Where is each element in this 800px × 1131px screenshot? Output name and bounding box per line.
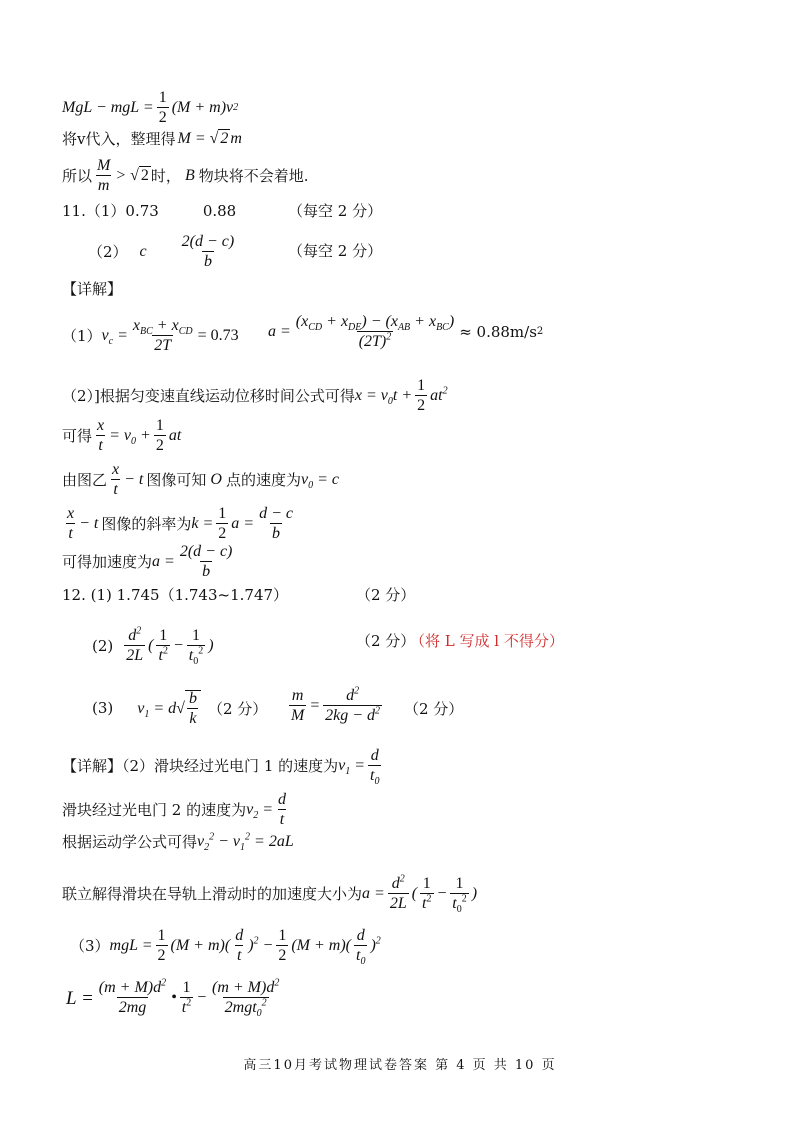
text-segment: 将v代入，整理得 bbox=[62, 129, 176, 148]
text-segment: (3) bbox=[92, 699, 114, 717]
equation-energy-q12: （3） mgL = $\frac{1}{2}$ (M + m)( $\frac{d}{t}$ )$^2$ − $\frac{1}{2}$ (M + m)( $\frac{d}{t_0}$ )$^2$ bbox=[70, 927, 381, 968]
text-segment: 所以 bbox=[62, 166, 93, 185]
text-derived: 可得 $\frac{x}{t}$ = $v_0$ + $\frac{1}{2}$ at bbox=[62, 417, 182, 454]
equation-velocity: （1） $v_c$ = $\frac{x_{BC} + x_{CD}}{2T}$ = 0.73 bbox=[62, 317, 239, 354]
score-note: （2 分） bbox=[356, 586, 416, 604]
q12-part3: (3) $v_1 = d√$ $\frac{b}{k}$ bbox=[92, 690, 204, 727]
text-segment: = 0.73 bbox=[197, 327, 239, 344]
score-note: （2 分） bbox=[356, 632, 416, 650]
answer-text: （2） bbox=[88, 242, 128, 261]
text-segment: 根据运动学公式可得 bbox=[62, 832, 198, 851]
text-segment: （2）]根据匀变速直线运动位移时间公式可得 bbox=[62, 386, 355, 405]
text-substitute: 将v代入，整理得 M = √ 2 m bbox=[62, 129, 242, 148]
text-segment: 物块将不会着地. bbox=[198, 166, 309, 185]
text-velocity-gate1: 【详解】（2）滑块经过光电门 1 的速度为 $v_1$ = $\frac{d}{t_0}$ bbox=[62, 747, 380, 788]
score-note: （2 分） bbox=[404, 700, 464, 718]
equation-acceleration: a = $\frac{(x_{CD} + x_{DE}) - (x_{AB} + x_{BC})}{(2T)^2}$ ≈ 0.88m/s 2 bbox=[268, 313, 544, 350]
equation-energy: MgL − mgL = $\frac{1}{2}$ (M + m)v 2 bbox=[62, 89, 239, 126]
text-segment: B bbox=[184, 167, 195, 184]
score-note: （2 分） bbox=[208, 700, 268, 718]
text-conclusion: 所以 $\frac{M}{m}$ > √ 2 时， B 物块将不会着地. bbox=[62, 157, 309, 194]
text-segment: 时， bbox=[150, 166, 181, 185]
red-note: （将 L 写成 l 不得分） bbox=[410, 632, 564, 650]
q11-part1 bbox=[62, 204, 236, 219]
text-segment: (2) bbox=[92, 636, 114, 655]
text-segment: 图像可知 bbox=[146, 470, 207, 489]
text-segment: 【详解】（2）滑块经过光电门 1 的速度为 bbox=[62, 756, 339, 775]
text-segment: 点的速度为 bbox=[225, 470, 301, 489]
equation-length: L = $\frac{(m + M)d^2}{2mg}$ • $\frac{1}{t^2}$ − $\frac{(m + M)d^2}{2mgt_0^2}$ bbox=[66, 977, 280, 1020]
text-displacement-formula: （2）]根据匀变速直线运动位移时间公式可得 $x = v_0t$ + $\frac{1}{2}$ $at^2$ bbox=[62, 377, 448, 414]
text-slope: $\frac{x}{t}$ − t 图像的斜率为 k = $\frac{1}{2}$ a = $\frac{d - c}{b}$ bbox=[67, 505, 293, 542]
text-segment: ≈ 0.88m/s bbox=[459, 322, 537, 341]
text-acceleration-solved: 联立解得滑块在导轨上滑动时的加速度大小为 a = $\frac{d^2}{2L}$ ( $\frac{1}{t^2}$ − $\frac{1}{t_0^2}$ ) bbox=[62, 873, 478, 916]
answer-text: 11.（1）0.73 bbox=[62, 202, 159, 220]
text-segment: 由图乙 bbox=[62, 470, 108, 489]
text-intercept: 由图乙 $\frac{x}{t}$ − t 图像可知 O 点的速度为 $v_0 = c$ bbox=[62, 461, 339, 498]
score-note: （每空 2 分） bbox=[288, 242, 383, 260]
q11-part2: （2） c $\frac{2(d - c)}{b}$ bbox=[88, 233, 235, 270]
detail-heading: 【详解】 bbox=[62, 280, 123, 298]
text-acceleration-result: 可得加速度为 a = $\frac{2(d - c)}{b}$ bbox=[62, 543, 233, 580]
text-segment: 可得加速度为 bbox=[62, 552, 153, 571]
equation-mass-ratio: $\frac{m}{M}$ = $\frac{d^2}{2kg - d^2}$ bbox=[291, 685, 381, 724]
text-velocity-gate2: 滑块经过光电门 2 的速度为 $v_2$ = $\frac{d}{t}$ bbox=[62, 791, 286, 828]
q12-part2: (2) $\frac{d^2}{2L}$ ( $\frac{1}{t^2}$ − $\frac{1}{t_0^2}$ ) bbox=[92, 625, 214, 668]
text-segment: 图像的斜率为 bbox=[101, 514, 192, 533]
text-kinematics: 根据运动学公式可得 $v_2^2 - v_1^2 = 2aL$ bbox=[62, 831, 294, 854]
text-segment: 可得 bbox=[62, 426, 93, 445]
text-segment: 滑块经过光电门 2 的速度为 bbox=[62, 800, 247, 819]
text-segment: （1） bbox=[62, 326, 102, 345]
text-segment: 联立解得滑块在导轨上滑动时的加速度大小为 bbox=[62, 884, 363, 903]
score-note: （每空 2 分） bbox=[288, 202, 383, 220]
q12-part1: 12. (1) 1.745（1.743~1.747） bbox=[62, 586, 289, 604]
answer-text: 0.88 bbox=[202, 202, 237, 220]
text-segment: （3） bbox=[70, 936, 110, 955]
page-footer: 高三10月考试物理试卷答案 第 4 页 共 10 页 bbox=[243, 1058, 557, 1073]
